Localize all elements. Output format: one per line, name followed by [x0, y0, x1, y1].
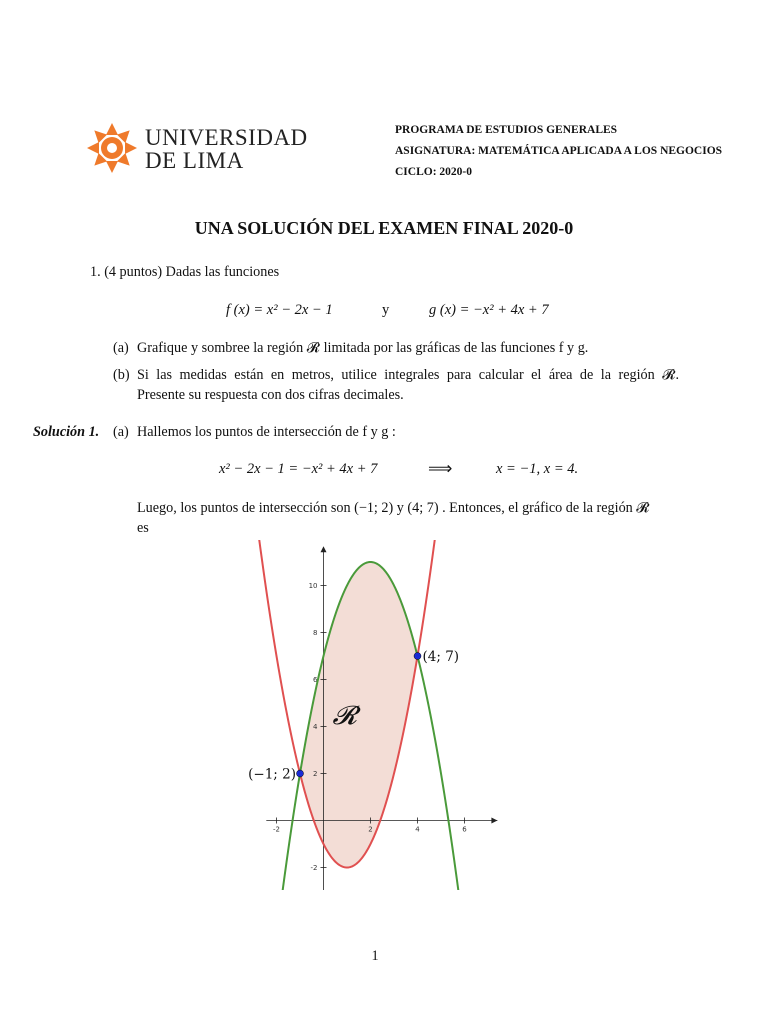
intersection-point — [414, 653, 421, 660]
y-tick-label: 2 — [313, 770, 318, 778]
university-name-line2: DE LIMA — [145, 148, 244, 173]
intersection-equation: x² − 2x − 1 = −x² + 4x + 7 — [219, 461, 378, 477]
intersection-point-label: (4; 7) — [422, 649, 460, 665]
y-tick-label: -2 — [310, 864, 318, 872]
intersection-point — [297, 770, 304, 777]
y-tick-label: 10 — [308, 582, 318, 590]
x-tick-label: 2 — [368, 825, 373, 834]
page-title: UNA SOLUCIÓN DEL EXAMEN FINAL 2020-0 — [194, 218, 574, 238]
y-tick-label: 8 — [313, 629, 318, 637]
part-b-line2: Presente su respuesta con dos cifras decimales. — [137, 387, 404, 403]
x-tick-label: 6 — [462, 825, 467, 834]
problem-intro: Dadas las funciones — [165, 264, 280, 280]
equation-roots: x = −1, x = 4. — [496, 461, 579, 477]
x-tick-label: -2 — [273, 825, 280, 834]
implies-arrow: ⟹ — [428, 459, 453, 478]
problem-number: 1. — [90, 264, 101, 280]
conclusion-line2: es — [137, 520, 149, 536]
part-b-line1: Si las medidas están en metros, utilice integrales para calcular el área de la región 𝓡. — [137, 367, 679, 383]
intersection-point-label: (−1; 2) — [248, 766, 296, 783]
part-b-label: (b) — [113, 367, 130, 383]
region-graph — [230, 540, 520, 890]
subject-name: ASIGNATURA: MATEMÁTICA APLICADA A LOS NEGOCIOS — [395, 145, 723, 157]
university-logo-icon — [86, 122, 138, 174]
solution-label: Solución 1. — [33, 424, 100, 440]
cycle-name: CICLO: 2020-0 — [395, 166, 472, 178]
function-connector: y — [382, 302, 390, 318]
part-a-label: (a) — [113, 340, 129, 356]
y-tick-label: 4 — [313, 723, 318, 731]
page-number: 1 — [371, 948, 379, 964]
function-f: f (x) = x² − 2x − 1 — [226, 302, 333, 318]
solution-intro: Hallemos los puntos de intersección de f y g : — [137, 424, 396, 440]
part-a-text: Grafique y sombree la región 𝓡 limitada por las gráficas de las funciones f y g. — [137, 340, 589, 356]
university-name-line1: UNIVERSIDAD — [145, 125, 308, 150]
y-axis-arrow — [321, 546, 327, 552]
x-tick-label: 4 — [415, 825, 420, 834]
region-label: 𝓡 — [332, 701, 357, 732]
solution-part-a-label: (a) — [113, 424, 129, 440]
problem-statement — [90, 264, 279, 281]
conclusion-line1: Luego, los puntos de intersección son (−1; 2) y (4; 7) . Entonces, el gráfico de la región 𝓡 — [137, 500, 650, 516]
function-g: g (x) = −x² + 4x + 7 — [429, 302, 549, 318]
shaded-region — [300, 562, 418, 868]
program-name: PROGRAMA DE ESTUDIOS GENERALES — [395, 124, 618, 136]
y-tick-label: 6 — [313, 676, 318, 684]
problem-points: (4 puntos) — [104, 264, 163, 280]
x-axis-arrow — [491, 818, 497, 824]
